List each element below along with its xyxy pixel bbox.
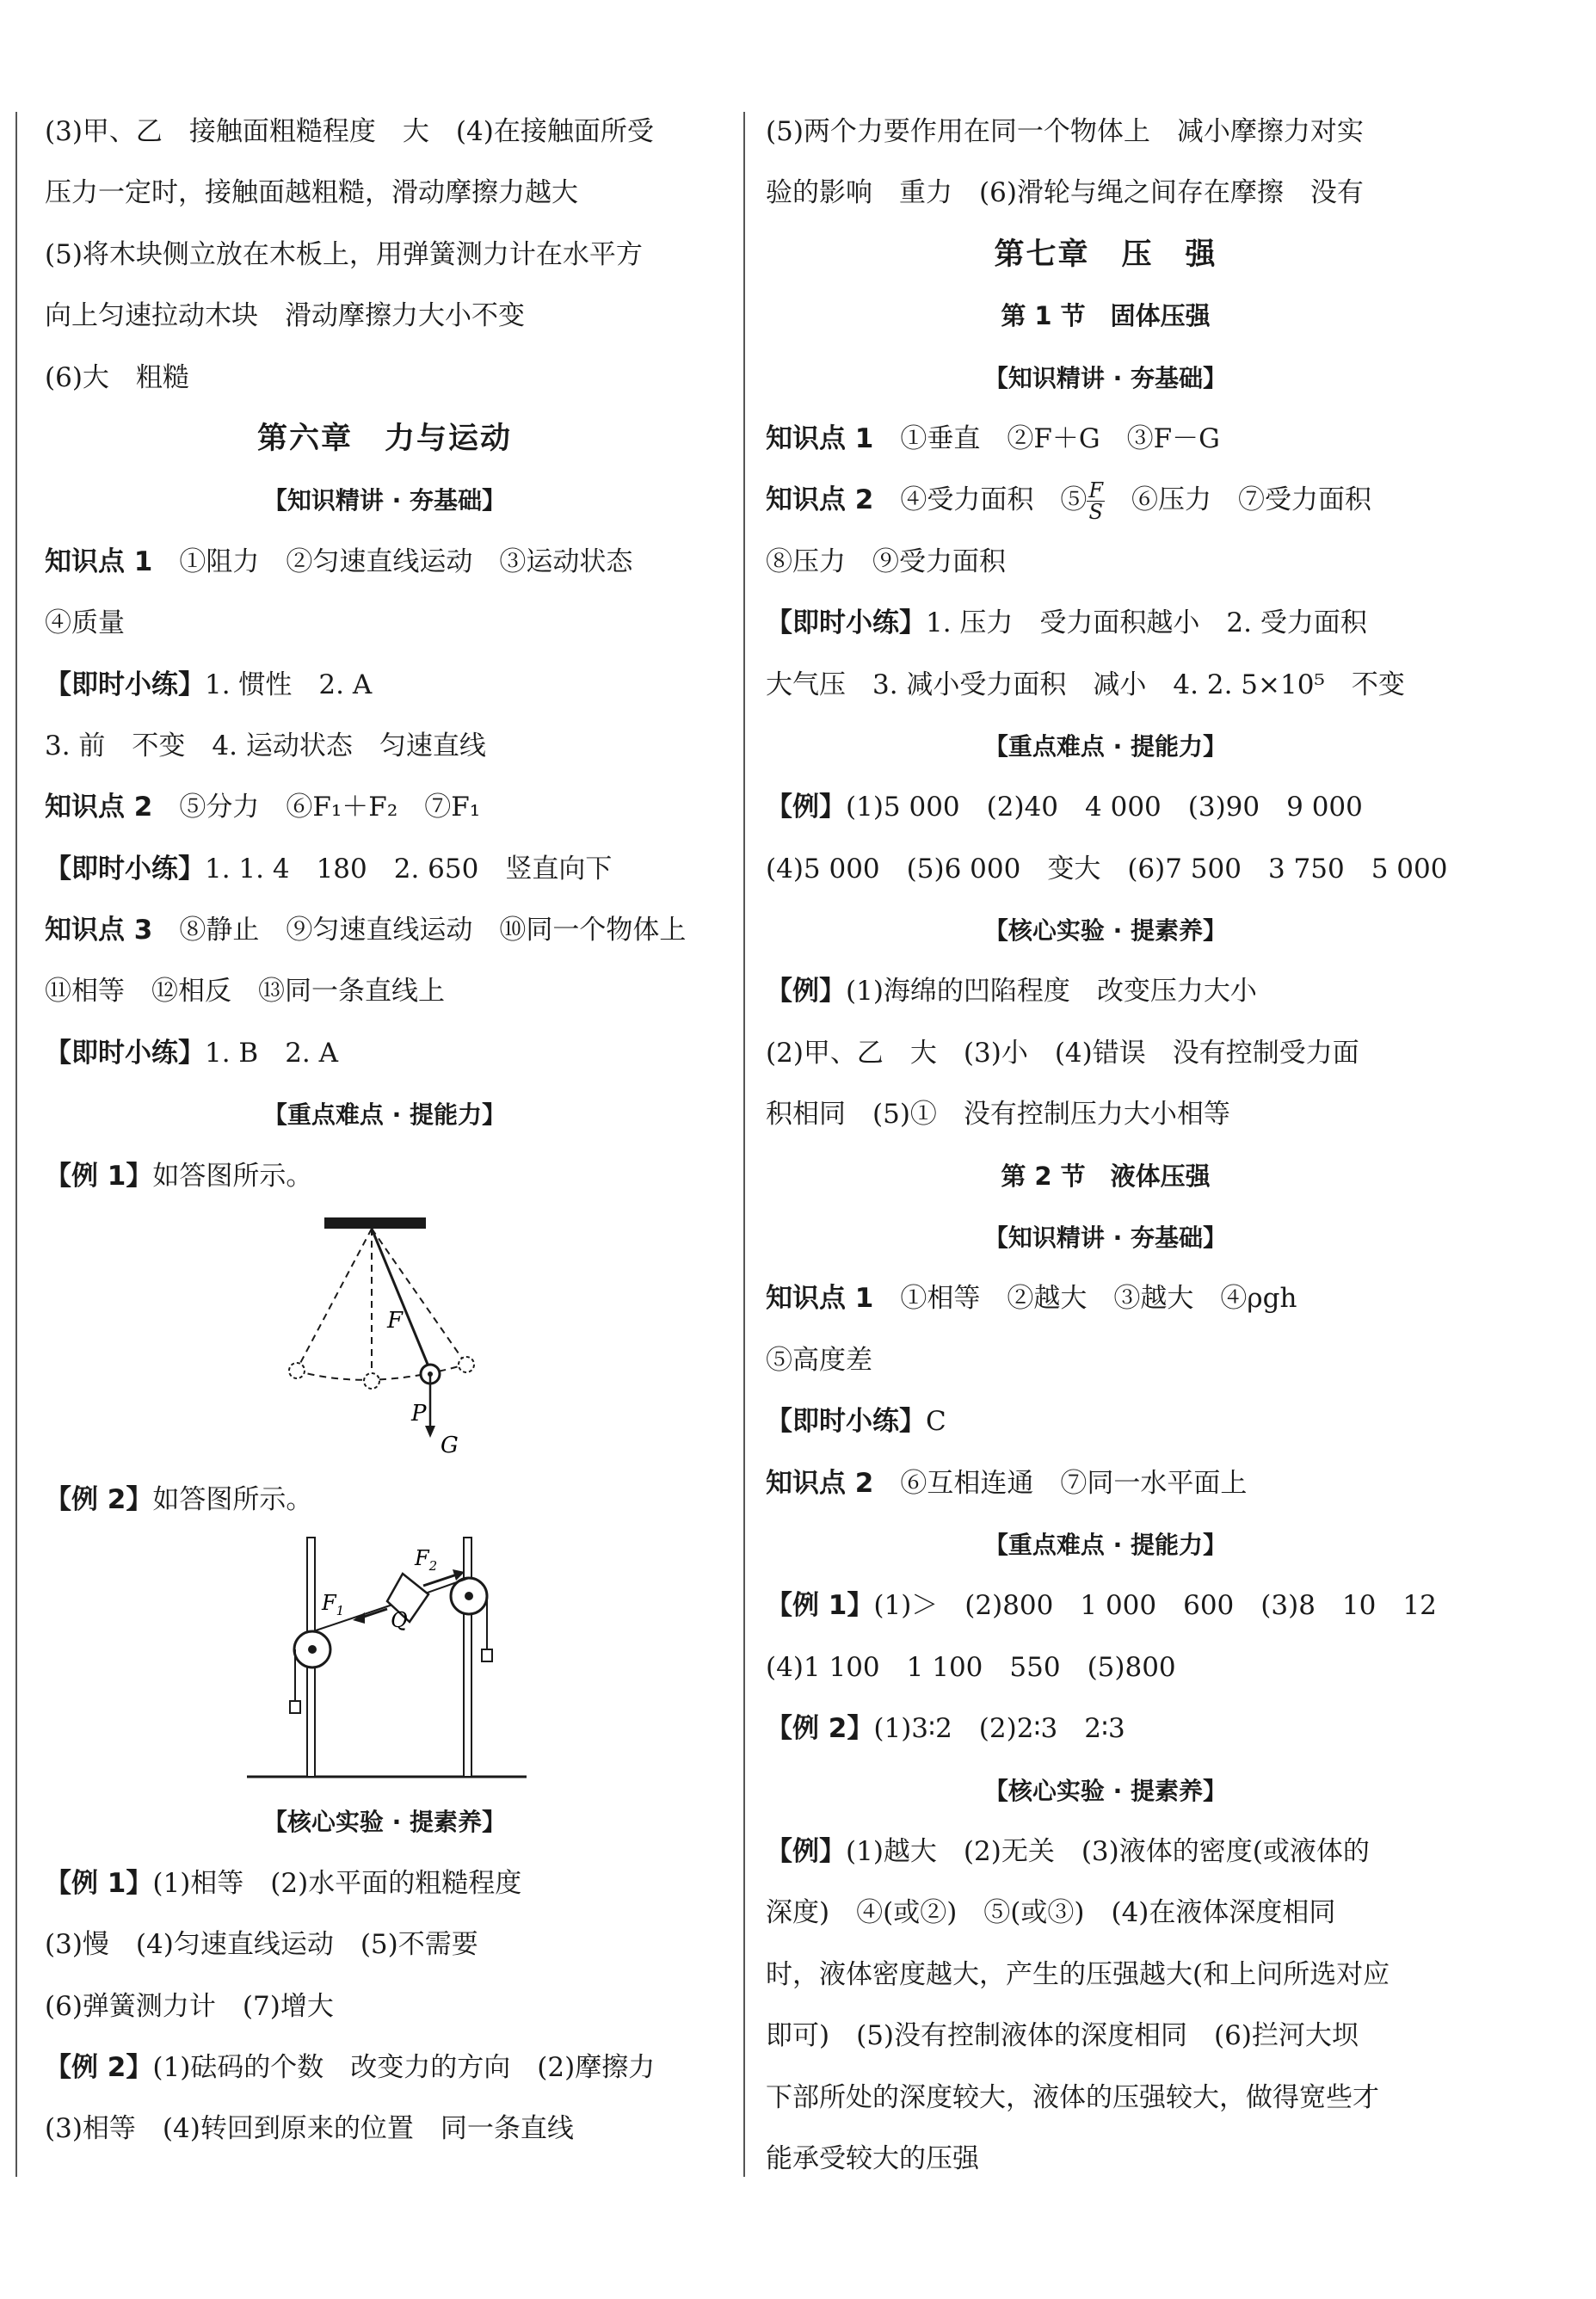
example-1 xyxy=(766,777,1445,838)
example-2 xyxy=(45,1470,724,1531)
kp-text: ①相等 ②越大 ③越大 ④ρgh xyxy=(873,1283,1297,1315)
example-text: (1)越大 (2)无关 (3)液体的密度(或液体的 xyxy=(846,1835,1370,1867)
left-column xyxy=(45,102,724,2160)
pulley-figure xyxy=(45,1531,724,1791)
example-label: 【例】 xyxy=(766,792,846,823)
example-text: (1)相等 (2)水平面的粗糙程度 xyxy=(152,1867,522,1899)
text-line: 3. 前 不变 4. 运动状态 匀速直线 xyxy=(45,730,486,761)
example-label: 【例】 xyxy=(766,1835,846,1867)
example-text: (1)＞ (2)800 1 000 600 (3)8 10 12 xyxy=(873,1590,1437,1622)
text-line: ⑪相等 ⑫相反 ⑬同一条直线上 xyxy=(45,976,445,1008)
example-label: 【例】 xyxy=(766,976,846,1008)
example-label: 【例 2】 xyxy=(45,1484,153,1516)
text-line: 时，液体密度越大，产生的压强越大(和上问所选对应 xyxy=(766,1958,1390,1990)
text-line: (4)5 000 (5)6 000 变大 (6)7 500 3 750 5 000 xyxy=(766,853,1448,884)
pendulum-diagram xyxy=(45,1207,724,1470)
example-5 xyxy=(766,1821,1445,1883)
text-line: 验的影响 重力 (6)滑轮与绳之间存在摩擦 没有 xyxy=(766,177,1364,209)
example-text: (1)海绵的凹陷程度 改变压力大小 xyxy=(846,976,1257,1008)
right-post xyxy=(464,1538,471,1777)
practice-2 xyxy=(766,1391,1445,1452)
practice-1 xyxy=(766,593,1445,654)
swing-arc xyxy=(296,1364,468,1380)
practice-label: 【即时小练】 xyxy=(766,1406,926,1438)
section-1-title: 第 1 节 固体压强 xyxy=(1001,301,1211,331)
example-label: 【例 2】 xyxy=(766,1713,874,1745)
fraction-denominator: S xyxy=(1088,500,1103,525)
knowledge-point-3 xyxy=(766,1268,1445,1329)
text-line: (2)甲、乙 大 (3)小 (4)错误 没有控制受力面 xyxy=(766,1037,1359,1069)
section-banner: 【核心实验 · 提素养】 xyxy=(983,1776,1228,1805)
text-line: ⑤高度差 xyxy=(766,1344,872,1376)
text-line: (5)两个力要作用在同一个物体上 减小摩擦力对实 xyxy=(766,116,1364,147)
knowledge-point-4 xyxy=(766,1453,1445,1514)
kp-text: ①垂直 ②F＋G ③F－G xyxy=(873,422,1220,454)
example-label: 【例 1】 xyxy=(766,1590,874,1622)
right-pulley-axle xyxy=(465,1592,473,1600)
example-text: 如答图所示。 xyxy=(152,1484,313,1516)
gravity-arrowhead xyxy=(425,1426,435,1438)
knowledge-point-2 xyxy=(766,470,1445,531)
left-margin-rule xyxy=(15,112,17,2177)
pendulum-string xyxy=(372,1229,428,1366)
section-banner: 【知识精讲 · 夯基础】 xyxy=(262,486,507,515)
section-banner: 【知识精讲 · 夯基础】 xyxy=(983,363,1228,392)
left-pulley-axle xyxy=(308,1645,317,1654)
practice-3 xyxy=(45,1023,724,1084)
right-column xyxy=(766,102,1448,2190)
column-divider xyxy=(743,112,745,2177)
point-label-P: P xyxy=(411,1401,427,1427)
pressure-fraction xyxy=(1087,478,1105,525)
kp-label: 知识点 2 xyxy=(766,1467,874,1499)
section-banner: 【重点难点 · 提能力】 xyxy=(983,731,1228,761)
knowledge-point-1 xyxy=(45,532,724,593)
kp-label: 知识点 1 xyxy=(45,545,153,577)
text-line: (3)相等 (4)转回到原来的位置 同一条直线 xyxy=(45,2113,574,2145)
text-line: 积相同 (5)① 没有控制压力大小相等 xyxy=(766,1099,1230,1131)
practice-text: 1. B 2. A xyxy=(205,1037,339,1069)
text-line: 即可) (5)没有控制液体的深度相同 (6)拦河大坝 xyxy=(766,2020,1359,2052)
text-line: (3)慢 (4)匀速直线运动 (5)不需要 xyxy=(45,1929,478,1961)
section-2-title: 第 2 节 液体压强 xyxy=(1001,1161,1211,1191)
example-4 xyxy=(766,1698,1445,1760)
kp-text: ①阻力 ②匀速直线运动 ③运动状态 xyxy=(152,545,633,577)
text-line: (3)甲、乙 接触面粗糙程度 大 (4)在接触面所受 xyxy=(45,116,654,147)
force-label-F: F xyxy=(387,1308,404,1334)
practice-label: 【即时小练】 xyxy=(45,669,205,700)
example-3 xyxy=(766,1575,1445,1636)
ceiling-bar xyxy=(324,1217,426,1229)
section-banner: 【核心实验 · 提素养】 xyxy=(262,1808,507,1837)
kp-label: 知识点 2 xyxy=(766,484,874,516)
section-banner: 【重点难点 · 提能力】 xyxy=(983,1530,1228,1559)
practice-1 xyxy=(45,655,724,716)
text-line: (6)弹簧测力计 (7)增大 xyxy=(45,1990,334,2022)
practice-text: 1. 压力 受力面积越小 2. 受力面积 xyxy=(926,607,1367,639)
example-label: 【例 1】 xyxy=(45,1867,153,1899)
example-2 xyxy=(766,961,1445,1022)
practice-text: 1. 1. 4 180 2. 650 竖直向下 xyxy=(205,853,613,884)
example-text: (1)砝码的个数 改变力的方向 (2)摩擦力 xyxy=(152,2051,656,2083)
kp-text: ⑥互相连通 ⑦同一水平面上 xyxy=(873,1467,1248,1499)
kp-label: 知识点 2 xyxy=(45,792,153,823)
pulley-diagram xyxy=(45,1531,724,1791)
kp-text: ⑧静止 ⑨匀速直线运动 ⑩同一个物体上 xyxy=(152,915,687,946)
knowledge-point-1 xyxy=(766,409,1445,470)
practice-text: 1. 惯性 2. A xyxy=(205,669,373,700)
ball-middle xyxy=(364,1373,379,1389)
kp-label: 知识点 1 xyxy=(766,1283,874,1315)
kp-label: 知识点 3 xyxy=(45,915,153,946)
text-line: ④质量 xyxy=(45,607,125,639)
ball-right xyxy=(459,1357,474,1372)
text-line: (6)大 粗糙 xyxy=(45,361,189,393)
example-text: 如答图所示。 xyxy=(152,1160,313,1192)
example-label: 【例 2】 xyxy=(45,2051,153,2083)
force-label-G: G xyxy=(441,1433,459,1459)
object-label-Q: Q xyxy=(391,1608,408,1633)
text-line: 压力一定时，接触面越粗糙，滑动摩擦力越大 xyxy=(45,177,578,209)
practice-label: 【即时小练】 xyxy=(45,1037,205,1069)
right-weight xyxy=(482,1649,492,1661)
left-weight xyxy=(290,1701,300,1713)
kp-text: ⑤分力 ⑥F₁＋F₂ ⑦F₁ xyxy=(152,792,481,823)
example-4 xyxy=(45,2037,724,2099)
text-line: ⑧压力 ⑨受力面积 xyxy=(766,545,1006,577)
practice-2 xyxy=(45,839,724,900)
fraction-numerator: F xyxy=(1088,478,1104,503)
pendulum-figure xyxy=(45,1207,724,1470)
practice-label: 【即时小练】 xyxy=(766,607,926,639)
text-line: (5)将木块侧立放在木板上，用弹簧测力计在水平方 xyxy=(45,238,643,270)
knowledge-point-2 xyxy=(45,777,724,838)
text-line: 向上匀速拉动木块 滑动摩擦力大小不变 xyxy=(45,300,525,332)
text-line: (4)1 100 1 100 550 (5)800 xyxy=(766,1651,1176,1683)
section-banner: 【核心实验 · 提素养】 xyxy=(983,916,1228,946)
practice-label: 【即时小练】 xyxy=(45,853,205,884)
chapter-6-title: 第六章 力与运动 xyxy=(256,421,512,456)
chapter-7-title: 第七章 压 强 xyxy=(994,237,1217,272)
example-label: 【例 1】 xyxy=(45,1160,153,1192)
text-line: 深度) ④(或②) ⑤(或③) (4)在液体深度相同 xyxy=(766,1897,1336,1929)
knowledge-point-3 xyxy=(45,900,724,961)
text-line: 能承受较大的压强 xyxy=(766,2142,979,2174)
example-1 xyxy=(45,1146,724,1207)
kp-text: ⑥压力 ⑦受力面积 xyxy=(1105,484,1372,516)
kp-text: ④受力面积 ⑤ xyxy=(873,484,1088,516)
example-3 xyxy=(45,1853,724,1914)
dashed-string-left xyxy=(299,1229,372,1366)
example-text: (1)3∶2 (2)2∶3 2∶3 xyxy=(873,1713,1125,1745)
section-banner: 【重点难点 · 提能力】 xyxy=(262,1100,507,1130)
practice-text: C xyxy=(926,1406,946,1438)
force-label-F2: $F_2$ xyxy=(415,1546,438,1575)
force-label-F1: $F_1$ xyxy=(322,1591,345,1619)
text-line: 下部所处的深度较大，液体的压强较大，做得宽些才 xyxy=(766,2081,1379,2113)
section-banner: 【知识精讲 · 夯基础】 xyxy=(983,1223,1228,1253)
text-line: 大气压 3. 减小受力面积 减小 4. 2. 5×10⁵ 不变 xyxy=(766,669,1405,700)
kp-label: 知识点 1 xyxy=(766,422,874,454)
ball-left xyxy=(289,1363,305,1378)
example-text: (1)5 000 (2)40 4 000 (3)90 9 000 xyxy=(846,792,1363,823)
